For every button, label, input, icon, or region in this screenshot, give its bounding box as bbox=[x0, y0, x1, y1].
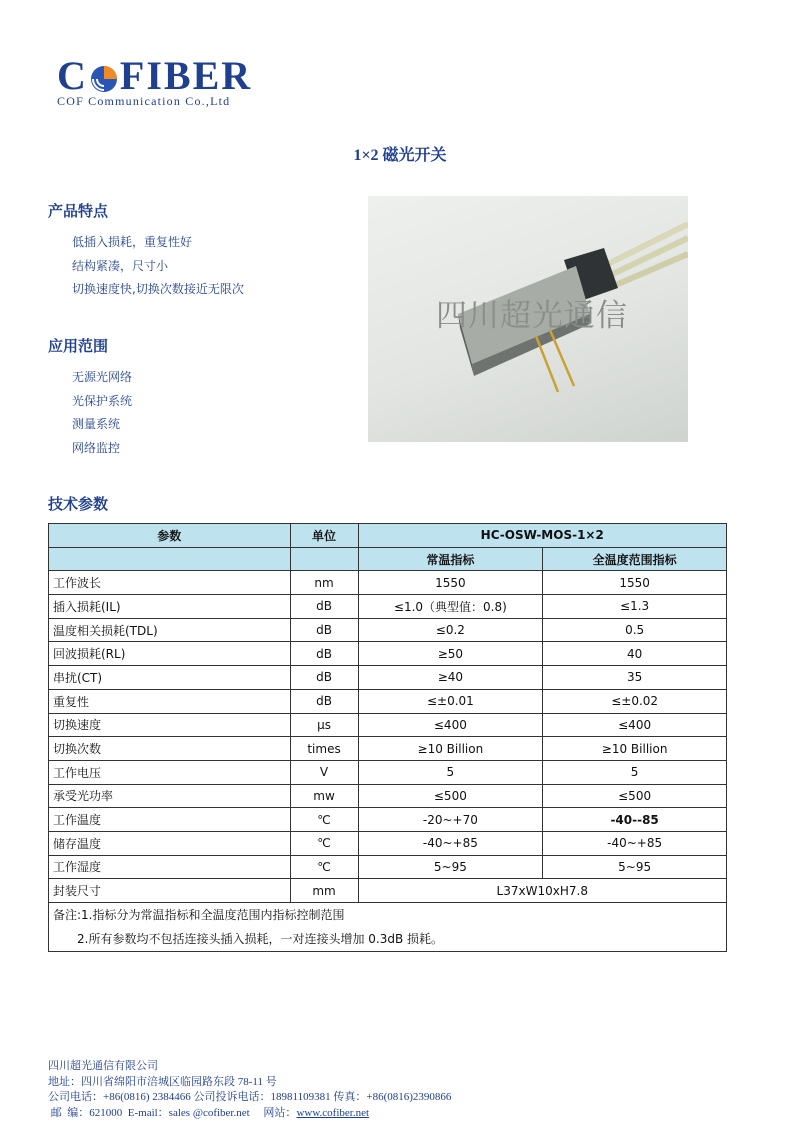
normal-cell: 5 bbox=[358, 760, 543, 784]
param-cell: 温度相关损耗(TDL) bbox=[49, 618, 291, 642]
unit-cell: ℃ bbox=[290, 808, 358, 832]
feature-item: 结构紧凑，尺寸小 bbox=[72, 258, 169, 273]
param-cell: 承受光功率 bbox=[49, 784, 291, 808]
unit-cell: ℃ bbox=[290, 855, 358, 879]
unit-cell: dB bbox=[290, 666, 358, 690]
note-line-1: 备注:1.指标分为常温指标和全温度范围内指标控制范围 bbox=[53, 908, 345, 922]
company-logo bbox=[57, 53, 287, 109]
header-param: 参数 bbox=[49, 524, 291, 548]
param-cell: 回波损耗(RL) bbox=[49, 642, 291, 666]
full-cell: 0.5 bbox=[543, 618, 727, 642]
unit-cell: mw bbox=[290, 784, 358, 808]
notes-cell bbox=[49, 903, 727, 952]
table-row bbox=[49, 571, 727, 595]
param-cell: 切换速度 bbox=[49, 713, 291, 737]
normal-cell: 1550 bbox=[358, 571, 543, 595]
logo-wordmark bbox=[57, 53, 287, 98]
specs-heading: 技术参数 bbox=[48, 495, 109, 513]
application-item: 网络监控 bbox=[72, 440, 121, 455]
param-cell: 插入损耗(IL) bbox=[49, 595, 291, 619]
param-cell: 切换次数 bbox=[49, 737, 291, 761]
unit-cell: nm bbox=[290, 571, 358, 595]
normal-cell: ≥40 bbox=[358, 666, 543, 690]
table-row bbox=[49, 808, 727, 832]
full-cell: 40 bbox=[543, 642, 727, 666]
unit-cell: mm bbox=[290, 879, 358, 903]
product-photo bbox=[368, 196, 688, 442]
normal-cell: ≤±0.01 bbox=[358, 689, 543, 713]
footer-phone: 公司电话：+86(0816) 2384466 公司投诉电话：18981109381 传真：+86(0816)2390866 bbox=[48, 1091, 452, 1103]
footer-address: 地址：四川省绵阳市涪城区临园路东段 78-11 号 bbox=[48, 1075, 277, 1088]
table-row bbox=[49, 737, 727, 761]
spec-subheader-row bbox=[49, 547, 727, 571]
table-row bbox=[49, 689, 727, 713]
full-cell: ≥10 Billion bbox=[543, 737, 727, 761]
table-row bbox=[49, 855, 727, 879]
features-list bbox=[72, 231, 244, 302]
normal-cell: 5~95 bbox=[358, 855, 543, 879]
param-cell: 工作温度 bbox=[49, 808, 291, 832]
unit-cell: ℃ bbox=[290, 831, 358, 855]
header-model: HC-OSW-MOS-1×2 bbox=[358, 524, 727, 548]
logo-letter-c: C bbox=[57, 53, 88, 98]
applications-list bbox=[72, 366, 132, 460]
application-item: 光保护系统 bbox=[72, 393, 133, 408]
application-item: 测量系统 bbox=[72, 417, 121, 431]
normal-cell: ≥10 Billion bbox=[358, 737, 543, 761]
table-row bbox=[49, 642, 727, 666]
normal-cell: ≤400 bbox=[358, 713, 543, 737]
logo-letters-fiber: FIBER bbox=[119, 53, 253, 98]
header-unit: 单位 bbox=[290, 524, 358, 548]
full-cell: 5~95 bbox=[543, 855, 727, 879]
footer-email-line bbox=[48, 1106, 451, 1122]
normal-cell: ≤1.0（典型值：0.8) bbox=[358, 595, 543, 619]
param-cell: 储存温度 bbox=[49, 831, 291, 855]
param-cell: 封装尺寸 bbox=[49, 879, 291, 903]
application-item: 无源光网络 bbox=[72, 370, 133, 384]
footer-contact bbox=[48, 1059, 451, 1121]
website-link[interactable]: www.cofiber.net bbox=[296, 1106, 370, 1119]
full-cell: ≤±0.02 bbox=[543, 689, 727, 713]
normal-cell: ≥50 bbox=[358, 642, 543, 666]
unit-cell: dB bbox=[290, 642, 358, 666]
applications-heading: 应用范围 bbox=[48, 337, 109, 355]
table-row bbox=[49, 666, 727, 690]
photo-watermark: 四川超光通信 bbox=[436, 298, 628, 334]
table-row bbox=[49, 713, 727, 737]
header-blank bbox=[49, 547, 291, 571]
full-cell: ≤500 bbox=[543, 784, 727, 808]
feature-item: 低插入损耗，重复性好 bbox=[72, 235, 193, 249]
param-cell: 工作波长 bbox=[49, 571, 291, 595]
table-row bbox=[49, 760, 727, 784]
note-line-2: 2.所有参数均不包括连接头插入损耗，一对连接头增加 0.3dB 损耗。 bbox=[77, 932, 444, 946]
notes-row bbox=[49, 903, 727, 952]
full-cell: 1550 bbox=[543, 571, 727, 595]
header-full-temp: 全温度范围指标 bbox=[543, 547, 727, 571]
document-title: 1×2 磁光开关 bbox=[353, 147, 447, 164]
table-row bbox=[49, 784, 727, 808]
logo-subtitle: COF Communication Co.,Ltd bbox=[57, 94, 231, 108]
table-row bbox=[49, 831, 727, 855]
unit-cell: μs bbox=[290, 713, 358, 737]
table-row bbox=[49, 595, 727, 619]
features-heading: 产品特点 bbox=[48, 202, 109, 220]
param-cell: 工作湿度 bbox=[49, 855, 291, 879]
param-cell: 重复性 bbox=[49, 689, 291, 713]
table-row bbox=[49, 618, 727, 642]
normal-cell: ≤500 bbox=[358, 784, 543, 808]
full-cell: -40--85 bbox=[543, 808, 727, 832]
feature-item: 切换速度快,切换次数接近无限次 bbox=[72, 282, 244, 296]
package-size-cell: L37xW10xH7.8 bbox=[358, 879, 727, 903]
logo-globe-icon bbox=[89, 61, 119, 91]
footer-postcode-email: 邮 编：621000 E-mail：sales @cofiber.net 网站： bbox=[48, 1106, 297, 1119]
normal-cell: ≤0.2 bbox=[358, 618, 543, 642]
header-normal-temp: 常温指标 bbox=[358, 547, 543, 571]
unit-cell: V bbox=[290, 760, 358, 784]
spec-header-row bbox=[49, 524, 727, 548]
full-cell: ≤400 bbox=[543, 713, 727, 737]
param-cell: 工作电压 bbox=[49, 760, 291, 784]
header-blank bbox=[290, 547, 358, 571]
param-cell: 串扰(CT) bbox=[49, 666, 291, 690]
spec-table bbox=[48, 523, 727, 952]
full-cell: 35 bbox=[543, 666, 727, 690]
full-cell: 5 bbox=[543, 760, 727, 784]
footer-company: 四川超光通信有限公司 bbox=[48, 1060, 158, 1072]
full-cell: ≤1.3 bbox=[543, 595, 727, 619]
unit-cell: dB bbox=[290, 689, 358, 713]
table-row bbox=[49, 879, 727, 903]
normal-cell: -40~+85 bbox=[358, 831, 543, 855]
unit-cell: dB bbox=[290, 618, 358, 642]
full-cell: -40~+85 bbox=[543, 831, 727, 855]
unit-cell: dB bbox=[290, 595, 358, 619]
normal-cell: -20~+70 bbox=[358, 808, 543, 832]
unit-cell: times bbox=[290, 737, 358, 761]
